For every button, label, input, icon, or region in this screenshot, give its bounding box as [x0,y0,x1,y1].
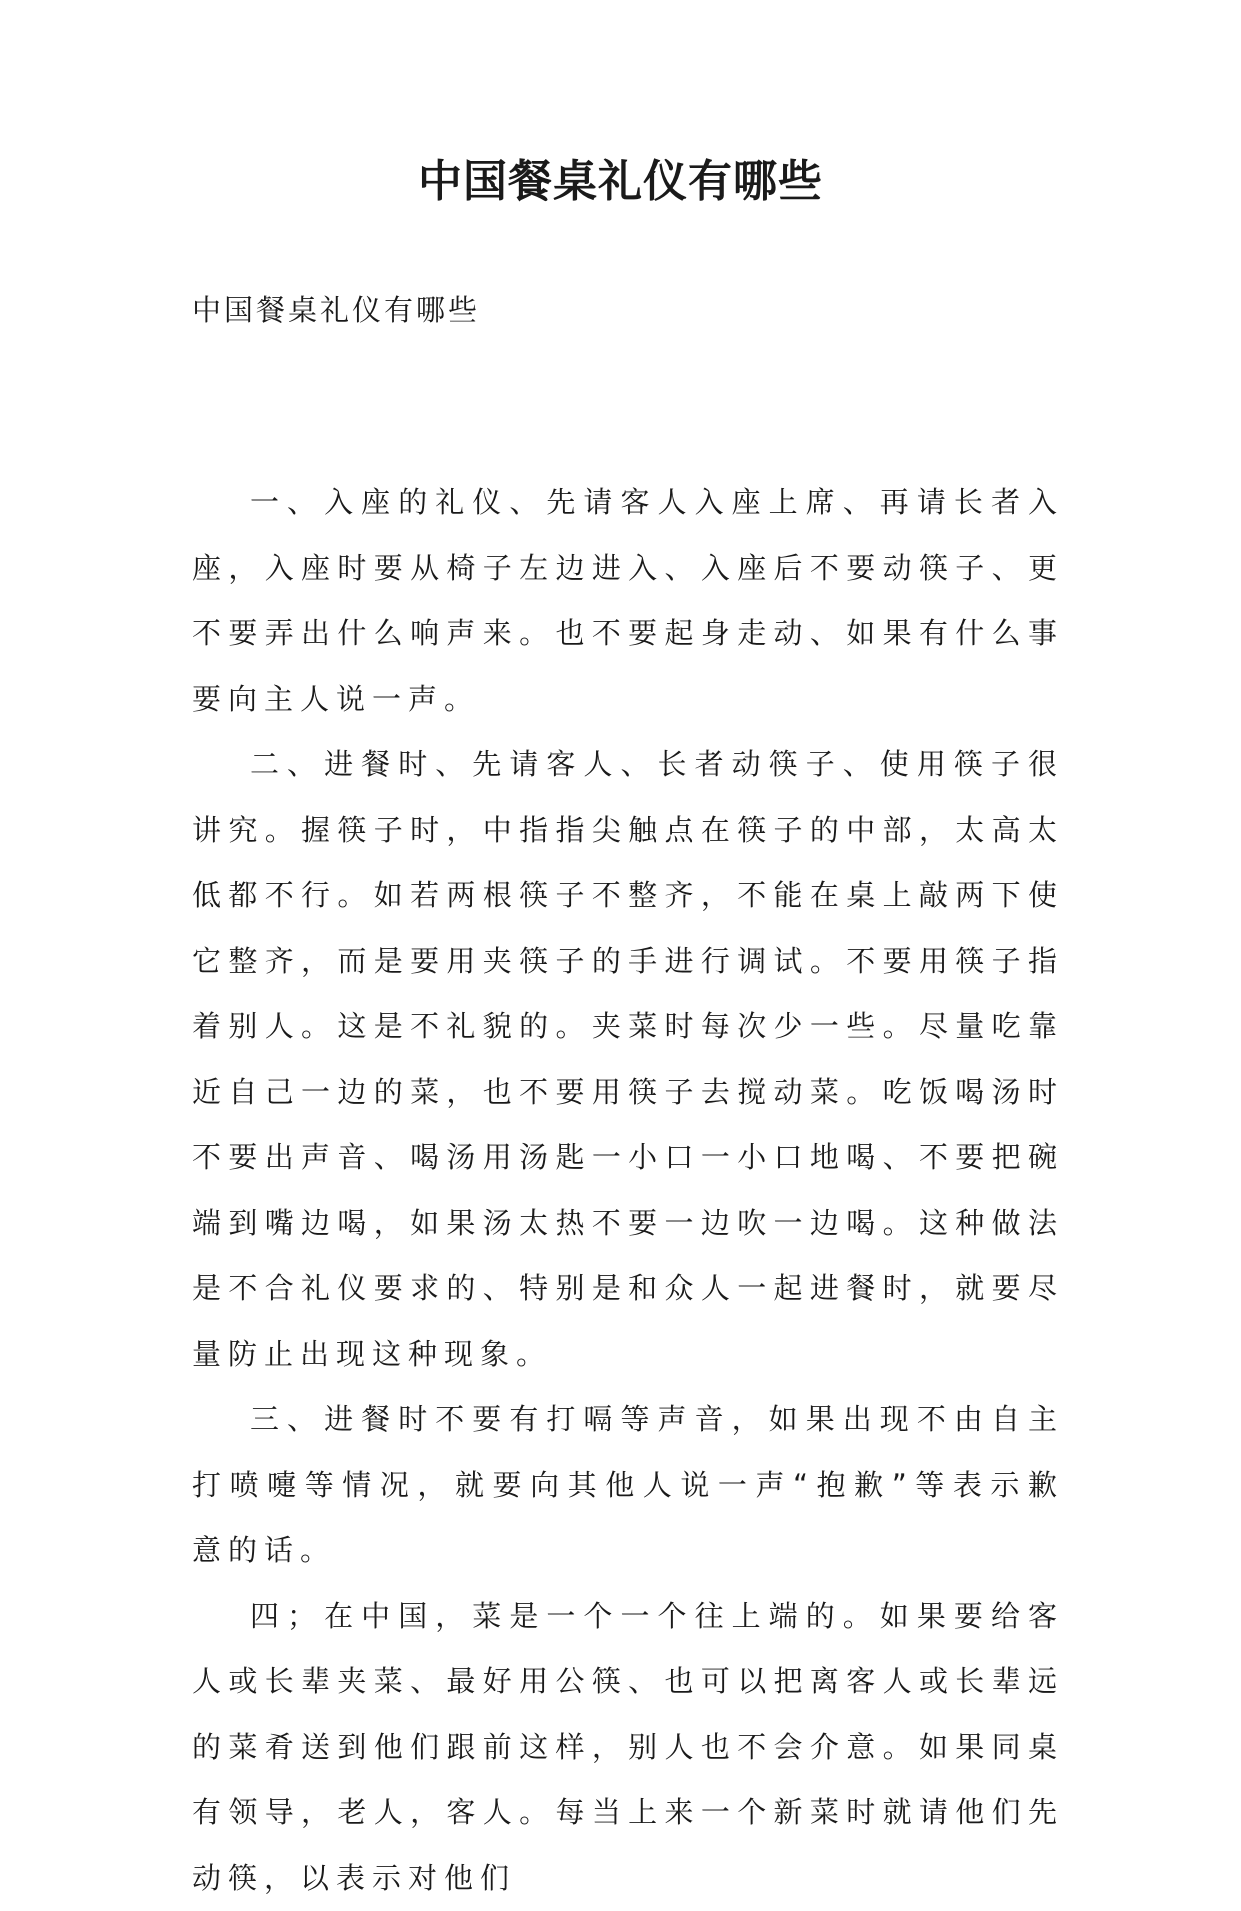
document-title: 中国餐桌礼仪有哪些 [0,150,1241,214]
paragraph-4: 四；在中国，菜是一个一个往上端的。如果要给客人或长辈夹菜、最好用公筷、也可以把离客人或长辈远的菜肴送到他们跟前这样，别人也不会介意。如果同桌有领导，老人，客人。每当上来一个新菜时就请他们先动筷，以表示对他们 [192,1584,1064,1911]
paragraph-3: 三、进餐时不要有打嗝等声音，如果出现不由自主打喷嚏等情况，就要向其他人说一声“抱歉”等表示歉意的话。 [192,1387,1064,1584]
paragraph-2: 二、进餐时、先请客人、长者动筷子、使用筷子很讲究。握筷子时，中指指尖触点在筷子的中部，太高太低都不行。如若两根筷子不整齐，不能在桌上敲两下使它整齐，而是要用夹筷子的手进行调试。不要用筷子指着别人。这是不礼貌的。夹菜时每次少一些。尽量吃靠近自己一边的菜，也不要用筷子去搅动菜。吃饭喝汤时不要出声音、喝汤用汤匙一小口一小口地喝、不要把碗端到嘴边喝，如果汤太热不要一边吹一边喝。这种做法是不合礼仪要求的、特别是和众人一起进餐时，就要尽量防止出现这种现象。 [192,732,1064,1387]
document-body [192,470,1064,1911]
document-subtitle: 中国餐桌礼仪有哪些 [192,290,480,330]
paragraph-1: 一、入座的礼仪、先请客人入座上席、再请长者入座，入座时要从椅子左边进入、入座后不要动筷子、更不要弄出什么响声来。也不要起身走动、如果有什么事要向主人说一声。 [192,470,1064,732]
